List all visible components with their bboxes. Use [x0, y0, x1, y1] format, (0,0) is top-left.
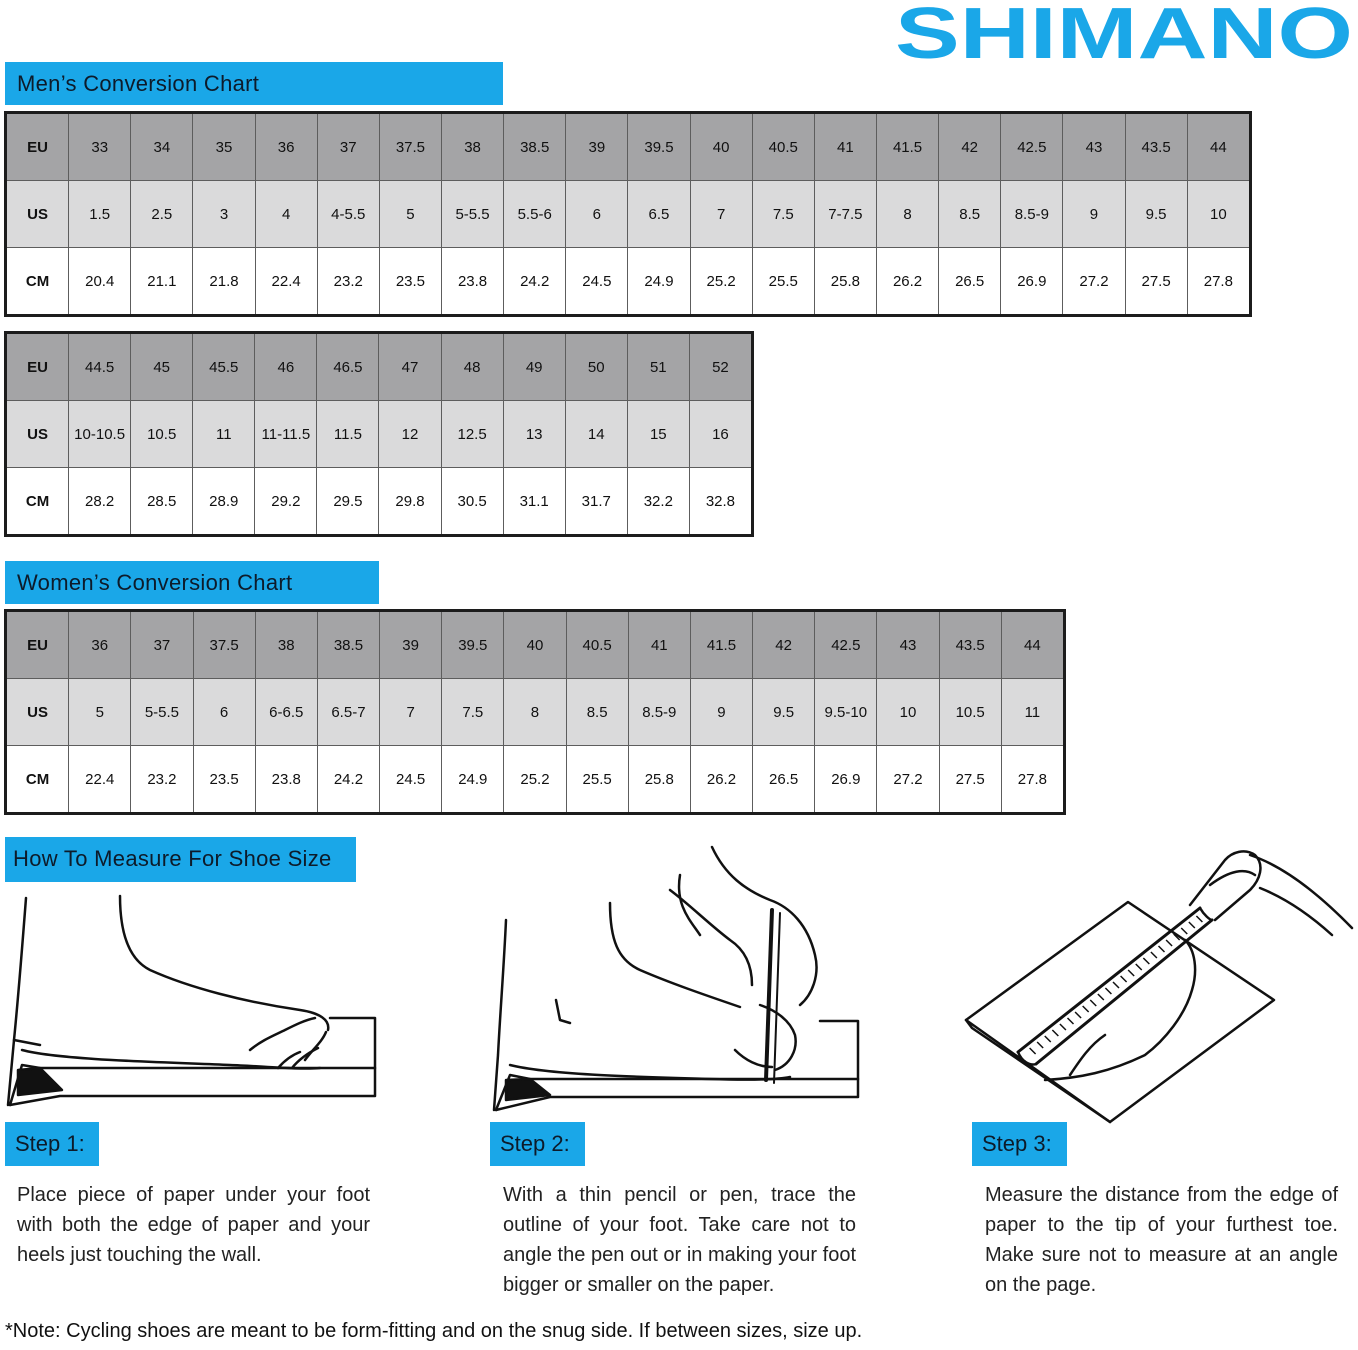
size-cell: 14 [565, 401, 627, 468]
size-cell: 35 [193, 113, 255, 181]
size-cell: 31.7 [565, 468, 627, 536]
size-cell: 45.5 [193, 333, 255, 401]
size-cell: 5-5.5 [131, 679, 193, 746]
size-cell: 23.2 [131, 746, 193, 814]
womens-chart-title: Women’s Conversion Chart [5, 561, 379, 604]
size-cell: 5.5-6 [504, 181, 566, 248]
foot-on-paper-illustration [0, 890, 390, 1115]
row-header-us: US [6, 401, 69, 468]
size-cell: 21.1 [131, 248, 193, 316]
size-cell: 15 [627, 401, 689, 468]
size-cell: 33 [69, 113, 131, 181]
size-cell: 43.5 [939, 611, 1001, 679]
size-cell: 10 [1187, 181, 1250, 248]
size-cell: 6.5 [628, 181, 690, 248]
mens-chart-title: Men’s Conversion Chart [5, 62, 503, 105]
row-header-eu: EU [6, 611, 69, 679]
size-cell: 23.8 [441, 248, 503, 316]
row-cm [6, 468, 753, 536]
size-cell: 31.1 [503, 468, 565, 536]
step-2-text: With a thin pencil or pen, trace the outline of your foot. Take care not to angle the pen out or in making your foot bigger or smaller on the paper. [503, 1184, 856, 1296]
size-cell: 24.5 [566, 248, 628, 316]
size-cell: 12.5 [441, 401, 503, 468]
size-cell: 13 [503, 401, 565, 468]
size-cell: 38 [255, 611, 317, 679]
size-cell: 42 [753, 611, 815, 679]
size-cell: 41.5 [876, 113, 938, 181]
row-eu [6, 333, 753, 401]
mens-conversion-table-1 [4, 111, 1252, 317]
size-cell: 37 [131, 611, 193, 679]
size-cell: 37.5 [379, 113, 441, 181]
size-cell: 45 [131, 333, 193, 401]
size-cell: 25.8 [628, 746, 690, 814]
size-cell: 27.5 [1125, 248, 1187, 316]
size-cell: 38.5 [504, 113, 566, 181]
trace-foot-illustration [490, 845, 870, 1115]
size-cell: 25.5 [752, 248, 814, 316]
step-1-text: Place piece of paper under your foot with both the edge of paper and your heels just touching the wall. [17, 1184, 370, 1266]
size-cell: 36 [255, 113, 317, 181]
size-cell: 7.5 [752, 181, 814, 248]
row-header-eu: EU [6, 333, 69, 401]
size-cell: 8 [876, 181, 938, 248]
size-cell: 27.8 [1187, 248, 1250, 316]
size-cell: 29.5 [317, 468, 379, 536]
size-cell: 24.5 [380, 746, 442, 814]
size-cell: 9.5 [753, 679, 815, 746]
size-cell: 46.5 [317, 333, 379, 401]
size-cell: 10.5 [131, 401, 193, 468]
size-cell: 8.5-9 [1001, 181, 1063, 248]
row-header-cm: CM [6, 248, 69, 316]
womens-conversion-table [4, 609, 1066, 815]
size-cell: 27.2 [1063, 248, 1125, 316]
size-cell: 9.5-10 [815, 679, 877, 746]
measure-title: How To Measure For Shoe Size [5, 837, 356, 882]
size-cell: 29.8 [379, 468, 441, 536]
size-cell: 47 [379, 333, 441, 401]
size-cell: 27.2 [877, 746, 939, 814]
row-us [6, 679, 1065, 746]
size-cell: 26.5 [939, 248, 1001, 316]
size-cell: 30.5 [441, 468, 503, 536]
size-cell: 52 [689, 333, 752, 401]
size-cell: 5-5.5 [441, 181, 503, 248]
size-cell: 37.5 [193, 611, 255, 679]
size-cell: 37 [317, 113, 379, 181]
size-cell: 9.5 [1125, 181, 1187, 248]
size-cell: 40.5 [566, 611, 628, 679]
shimano-logo [893, 2, 1355, 64]
size-cell: 25.2 [504, 746, 566, 814]
step-1-label: Step 1: [5, 1122, 99, 1166]
size-cell: 4-5.5 [317, 181, 379, 248]
size-cell: 8 [504, 679, 566, 746]
size-cell: 11 [193, 401, 255, 468]
size-cell: 43.5 [1125, 113, 1187, 181]
size-cell: 41 [628, 611, 690, 679]
size-cell: 22.4 [255, 248, 317, 316]
size-cell: 24.9 [628, 248, 690, 316]
row-header-cm: CM [6, 746, 69, 814]
size-cell: 7-7.5 [814, 181, 876, 248]
size-cell: 24.2 [504, 248, 566, 316]
size-cell: 6 [566, 181, 628, 248]
size-cell: 44 [1001, 611, 1064, 679]
size-cell: 23.2 [317, 248, 379, 316]
size-cell: 5 [69, 679, 131, 746]
size-cell: 36 [69, 611, 131, 679]
size-cell: 5 [379, 181, 441, 248]
size-cell: 34 [131, 113, 193, 181]
size-cell: 23.8 [255, 746, 317, 814]
size-cell: 42.5 [815, 611, 877, 679]
size-cell: 3 [193, 181, 255, 248]
row-us [6, 401, 753, 468]
size-cell: 42.5 [1001, 113, 1063, 181]
mens-conversion-table-2 [4, 331, 754, 537]
size-cell: 32.2 [627, 468, 689, 536]
size-cell: 23.5 [379, 248, 441, 316]
row-eu [6, 611, 1065, 679]
row-cm [6, 746, 1065, 814]
size-cell: 21.8 [193, 248, 255, 316]
size-cell: 44.5 [69, 333, 131, 401]
size-cell: 44 [1187, 113, 1250, 181]
row-header-eu: EU [6, 113, 69, 181]
size-cell: 4 [255, 181, 317, 248]
size-cell: 22.4 [69, 746, 131, 814]
size-cell: 11 [1001, 679, 1064, 746]
size-cell: 25.8 [814, 248, 876, 316]
size-cell: 24.2 [317, 746, 379, 814]
size-cell: 28.5 [131, 468, 193, 536]
row-cm [6, 248, 1251, 316]
size-cell: 10 [877, 679, 939, 746]
size-cell: 43 [1063, 113, 1125, 181]
size-cell: 48 [441, 333, 503, 401]
size-cell: 41 [814, 113, 876, 181]
size-cell: 7 [690, 181, 752, 248]
size-cell: 27.5 [939, 746, 1001, 814]
size-cell: 39 [566, 113, 628, 181]
size-cell: 10.5 [939, 679, 1001, 746]
size-cell: 50 [565, 333, 627, 401]
row-us [6, 181, 1251, 248]
size-cell: 28.2 [69, 468, 131, 536]
size-cell: 20.4 [69, 248, 131, 316]
size-cell: 25.2 [690, 248, 752, 316]
size-cell: 23.5 [193, 746, 255, 814]
size-cell: 26.2 [690, 746, 752, 814]
row-header-us: US [6, 181, 69, 248]
measure-foot-illustration [960, 840, 1358, 1125]
size-cell: 29.2 [255, 468, 317, 536]
size-cell: 8.5-9 [628, 679, 690, 746]
size-cell: 12 [379, 401, 441, 468]
size-cell: 27.8 [1001, 746, 1064, 814]
size-cell: 11-11.5 [255, 401, 317, 468]
size-cell: 8.5 [939, 181, 1001, 248]
size-cell: 40.5 [752, 113, 814, 181]
row-eu [6, 113, 1251, 181]
size-cell: 43 [877, 611, 939, 679]
svg-text:SHIMANO: SHIMANO [895, 2, 1353, 64]
size-cell: 39.5 [628, 113, 690, 181]
size-cell: 8.5 [566, 679, 628, 746]
step-3-text: Measure the distance from the edge of paper to the tip of your furthest toe. Make sure not to measure at an angle on the page. [985, 1184, 1338, 1296]
row-header-us: US [6, 679, 69, 746]
size-cell: 40 [690, 113, 752, 181]
size-cell: 49 [503, 333, 565, 401]
size-cell: 41.5 [690, 611, 752, 679]
size-cell: 40 [504, 611, 566, 679]
size-cell: 25.5 [566, 746, 628, 814]
size-cell: 24.9 [442, 746, 504, 814]
size-cell: 6-6.5 [255, 679, 317, 746]
size-cell: 39 [380, 611, 442, 679]
size-cell: 26.2 [876, 248, 938, 316]
size-cell: 26.5 [753, 746, 815, 814]
size-cell: 32.8 [689, 468, 752, 536]
size-cell: 11.5 [317, 401, 379, 468]
size-cell: 46 [255, 333, 317, 401]
size-cell: 9 [1063, 181, 1125, 248]
size-cell: 39.5 [442, 611, 504, 679]
footnote: *Note: Cycling shoes are meant to be form-fitting and on the snug side. If between sizes, size up. [5, 1320, 863, 1342]
size-cell: 6.5-7 [317, 679, 379, 746]
size-cell: 26.9 [815, 746, 877, 814]
step-3-label: Step 3: [972, 1122, 1067, 1166]
row-header-cm: CM [6, 468, 69, 536]
size-cell: 1.5 [69, 181, 131, 248]
size-cell: 9 [690, 679, 752, 746]
size-cell: 7.5 [442, 679, 504, 746]
size-cell: 16 [689, 401, 752, 468]
size-cell: 26.9 [1001, 248, 1063, 316]
size-cell: 2.5 [131, 181, 193, 248]
size-cell: 10-10.5 [69, 401, 131, 468]
size-cell: 51 [627, 333, 689, 401]
size-cell: 38.5 [317, 611, 379, 679]
size-cell: 7 [380, 679, 442, 746]
size-cell: 28.9 [193, 468, 255, 536]
step-2-label: Step 2: [490, 1122, 585, 1166]
size-cell: 6 [193, 679, 255, 746]
size-cell: 42 [939, 113, 1001, 181]
size-cell: 38 [441, 113, 503, 181]
